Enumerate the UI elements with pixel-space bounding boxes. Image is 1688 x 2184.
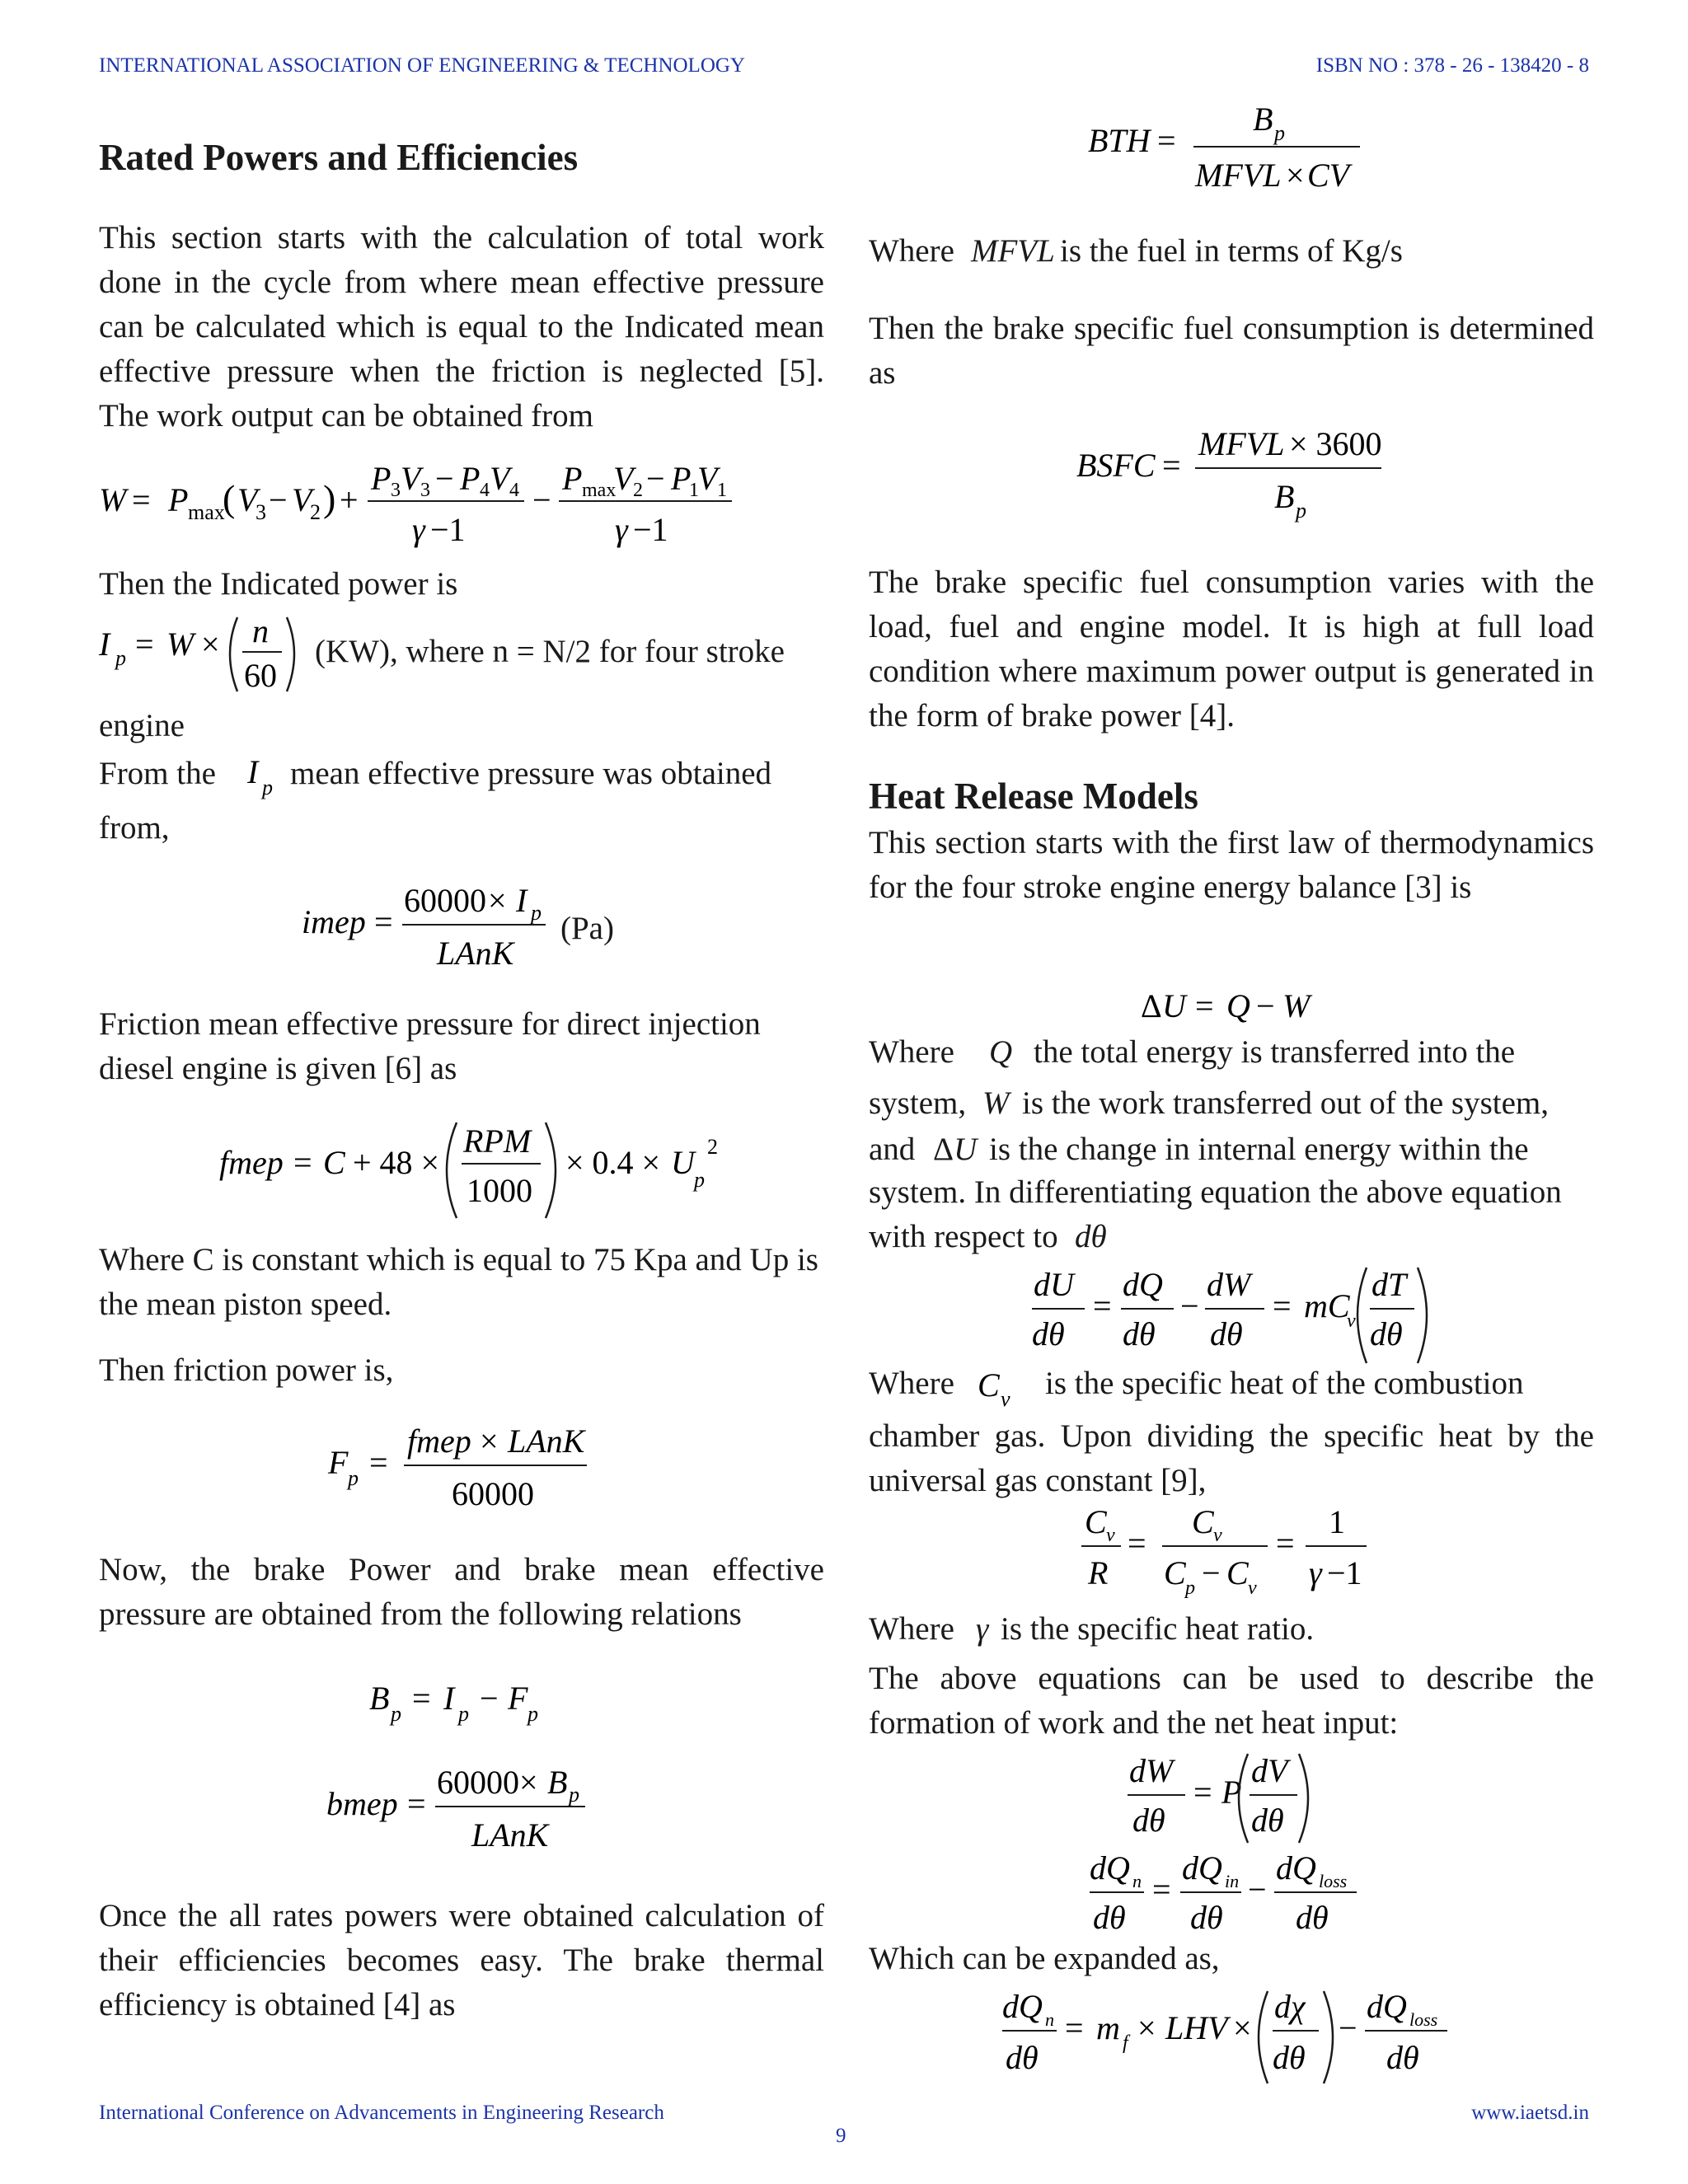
svg-text:max: max xyxy=(582,480,617,501)
svg-text:dθ: dθ xyxy=(1032,1315,1065,1352)
text-fragment: engine xyxy=(99,708,185,743)
svg-text:=: = xyxy=(1193,1774,1212,1811)
svg-text:F: F xyxy=(328,1444,349,1481)
svg-text:fmep: fmep xyxy=(219,1144,284,1181)
svg-text:=: = xyxy=(293,1144,312,1181)
svg-text:2: 2 xyxy=(633,480,643,501)
svg-text:3: 3 xyxy=(420,480,430,501)
svg-text:BSFC: BSFC xyxy=(1076,447,1156,484)
svg-text:1: 1 xyxy=(717,480,727,501)
svg-text:dχ: dχ xyxy=(1274,1988,1306,2025)
svg-text:dθ: dθ xyxy=(1006,2039,1039,2076)
svg-text:=: = xyxy=(1195,987,1214,1024)
svg-text:dQ: dQ xyxy=(1090,1849,1130,1886)
svg-text:−: − xyxy=(480,1680,499,1717)
svg-text:dθ: dθ xyxy=(1296,1899,1329,1936)
svg-text:2: 2 xyxy=(310,500,321,524)
svg-text:W: W xyxy=(166,626,195,663)
delta-u-symbol: ΔU xyxy=(933,1132,978,1167)
svg-text:dθ: dθ xyxy=(1386,2039,1419,2076)
svg-text:dθ: dθ xyxy=(1123,1315,1156,1352)
text-fragment: system. In differentiating equation the above equation xyxy=(869,1174,1562,1210)
gamma-symbol: γ xyxy=(976,1611,989,1647)
svg-text:×: × xyxy=(1286,157,1305,194)
text-fragment: from, xyxy=(99,810,170,846)
svg-text:dV: dV xyxy=(1251,1752,1288,1789)
paragraph: Then the brake specific fuel consumption is determined as xyxy=(869,311,1594,391)
footer-conference: International Conference on Advancements in Engineering Research xyxy=(99,2102,664,2124)
paragraph: Now, the brake Power and brake mean effective pressure are obtained from the following relations xyxy=(99,1552,824,1632)
section-heading-heat-release: Heat Release Models xyxy=(869,776,1198,817)
svg-text:p: p xyxy=(569,1783,579,1807)
text-fragment: with respect to xyxy=(869,1219,1058,1254)
svg-text:B: B xyxy=(369,1680,390,1717)
svg-text:3: 3 xyxy=(391,480,401,501)
svg-text:dQ: dQ xyxy=(1123,1266,1163,1303)
svg-text:p: p xyxy=(391,1702,401,1726)
equation-fmep xyxy=(219,1113,730,1234)
equation-net-heat xyxy=(1090,1846,1370,1943)
svg-text:p: p xyxy=(1296,499,1306,523)
svg-text:C: C xyxy=(978,1366,1000,1404)
svg-text:RPM: RPM xyxy=(463,1122,532,1160)
svg-text:n: n xyxy=(1132,1871,1142,1891)
svg-text:C: C xyxy=(1192,1503,1214,1540)
svg-text:I: I xyxy=(247,753,259,790)
svg-text:LAnK: LAnK xyxy=(508,1422,585,1460)
svg-text:γ: γ xyxy=(615,511,628,548)
svg-text:P: P xyxy=(1221,1774,1242,1811)
svg-text:× 3600: × 3600 xyxy=(1289,425,1382,462)
paragraph: Friction mean effective pressure for direct injection diesel engine is given [6] as xyxy=(99,1006,761,1086)
text-fragment: Where xyxy=(869,1611,954,1647)
svg-text:V: V xyxy=(613,460,634,497)
paragraph: Once the all rates powers were obtained calculation of their efficiencies becomes easy. The brake thermal efficiency is obtained [4] as xyxy=(99,1898,824,2022)
svg-text:P: P xyxy=(671,460,692,497)
q-symbol: Q xyxy=(989,1034,1013,1070)
svg-text:dθ: dθ xyxy=(1093,1899,1126,1936)
svg-text:=: = xyxy=(369,1444,388,1481)
svg-text:V: V xyxy=(237,481,258,518)
svg-text:P: P xyxy=(168,481,189,518)
svg-text:× 0.4 ×: × 0.4 × xyxy=(565,1144,661,1181)
svg-text:MFVL: MFVL xyxy=(1195,157,1282,194)
svg-text:dθ: dθ xyxy=(1370,1315,1403,1352)
paragraph: This section starts with the calculation of total work done in the cycle from where mean effective pressure can be calculated which is equal to the Indicated mean effective pressure when the friction is neglected [5]. The work output can be obtained from xyxy=(99,220,824,434)
text-fragment: Where xyxy=(869,233,954,269)
paragraph: Which can be expanded as, xyxy=(869,1941,1220,1976)
svg-text:in: in xyxy=(1225,1871,1240,1891)
svg-text:=: = xyxy=(412,1680,431,1717)
text-fragment: is the specific heat ratio. xyxy=(1001,1611,1315,1647)
mfvl-symbol: MFVL xyxy=(971,233,1055,269)
svg-text:W: W xyxy=(1282,987,1311,1024)
svg-text:Δ: Δ xyxy=(1141,987,1162,1024)
svg-text:+ 48 ×: + 48 × xyxy=(353,1144,440,1181)
svg-text:U: U xyxy=(1162,987,1186,1024)
svg-text:LHV: LHV xyxy=(1165,2009,1228,2046)
paragraph: chamber gas. Upon dividing the specific heat by the universal gas constant [9], xyxy=(869,1418,1594,1498)
svg-text:p: p xyxy=(531,901,542,925)
svg-text:U: U xyxy=(671,1144,695,1181)
equation-bsfc xyxy=(1076,422,1390,527)
svg-text:dθ: dθ xyxy=(1132,1802,1165,1839)
text-fragment: (KW), where n = N/2 for four stroke xyxy=(315,634,785,669)
svg-text:dT: dT xyxy=(1372,1266,1407,1303)
svg-text:−1: −1 xyxy=(1327,1554,1362,1591)
paragraph: Where C is constant which is equal to 75 Kpa and Up is the mean piston speed. xyxy=(99,1242,818,1322)
svg-text:I: I xyxy=(99,626,110,663)
svg-text:max: max xyxy=(188,500,225,524)
svg-text:dQ: dQ xyxy=(1182,1849,1222,1886)
header-left: INTERNATIONAL ASSOCIATION OF ENGINEERING & TECHNOLOGY xyxy=(99,54,745,77)
svg-text:fmep: fmep xyxy=(407,1422,471,1460)
svg-text:C: C xyxy=(1085,1503,1107,1540)
svg-text:p: p xyxy=(694,1168,705,1192)
svg-text:1: 1 xyxy=(689,480,699,501)
svg-text:v: v xyxy=(1106,1525,1115,1546)
svg-text:p: p xyxy=(1185,1577,1195,1599)
svg-text:bmep: bmep xyxy=(326,1785,398,1822)
equation-cv-over-r xyxy=(1081,1500,1378,1605)
text-fragment: the total energy is transferred into the xyxy=(1034,1034,1516,1070)
svg-text:×: × xyxy=(480,1422,499,1460)
svg-text:P: P xyxy=(371,460,392,497)
text-fragment: From the xyxy=(99,756,216,791)
svg-text:CV: CV xyxy=(1307,157,1350,194)
svg-text:1: 1 xyxy=(1329,1503,1345,1540)
svg-text:p: p xyxy=(262,776,273,799)
equation-energy-balance xyxy=(1141,982,1339,1038)
svg-text:B: B xyxy=(1274,478,1295,515)
svg-text:×: × xyxy=(1233,2009,1252,2046)
svg-text:mC: mC xyxy=(1304,1287,1350,1324)
svg-text:BTH: BTH xyxy=(1088,122,1151,159)
svg-text:=: = xyxy=(1152,1871,1171,1908)
equation-dw-dtheta xyxy=(1128,1749,1325,1854)
svg-text:(: ( xyxy=(223,477,236,519)
text-fragment: Where xyxy=(869,1366,954,1401)
svg-text:−: − xyxy=(435,460,454,497)
svg-text:I: I xyxy=(516,882,528,919)
svg-text:1000: 1000 xyxy=(467,1172,532,1209)
equation-bmep xyxy=(326,1760,607,1865)
ip-symbol xyxy=(246,752,287,807)
svg-text:60: 60 xyxy=(244,657,277,694)
svg-text:−1: −1 xyxy=(633,511,668,548)
svg-text:p: p xyxy=(1274,121,1285,145)
equation-bth xyxy=(1088,99,1368,204)
svg-text:LAnK: LAnK xyxy=(471,1816,549,1854)
page-number: 9 xyxy=(836,2125,846,2147)
svg-text:−1: −1 xyxy=(430,511,466,548)
svg-text:−: − xyxy=(1202,1554,1221,1591)
svg-text:p: p xyxy=(458,1702,469,1726)
svg-text:p: p xyxy=(528,1702,538,1726)
cv-symbol xyxy=(978,1366,1019,1422)
paragraph: Then the Indicated power is xyxy=(99,566,458,602)
paragraph: The brake specific fuel consumption varies with the load, fuel and engine model. It is high at full load condition where maximum power output is generated in the form of brake power [4]. xyxy=(869,565,1594,733)
svg-text:γ: γ xyxy=(1309,1554,1322,1591)
svg-text:v: v xyxy=(1213,1525,1222,1546)
svg-text:C: C xyxy=(1164,1554,1186,1591)
text-fragment: is the change in internal energy within the xyxy=(989,1132,1529,1167)
svg-text:): ) xyxy=(323,477,336,519)
svg-text:V: V xyxy=(697,460,718,497)
svg-text:n: n xyxy=(252,612,269,649)
svg-text:C: C xyxy=(323,1144,345,1181)
svg-text:dθ: dθ xyxy=(1210,1315,1243,1352)
svg-text:dQ: dQ xyxy=(1367,1988,1407,2025)
svg-text:v: v xyxy=(1248,1577,1257,1599)
svg-text:MFVL: MFVL xyxy=(1198,425,1285,462)
text-fragment: is the work transferred out of the system, xyxy=(1022,1085,1550,1121)
equation-brake-power xyxy=(369,1673,584,1736)
svg-text:B: B xyxy=(1253,101,1273,138)
text-fragment: (Pa) xyxy=(560,911,614,946)
svg-text:=: = xyxy=(407,1785,426,1822)
svg-text:V: V xyxy=(401,460,421,497)
paragraph: Then friction power is, xyxy=(99,1352,394,1388)
svg-text:γ: γ xyxy=(412,511,425,548)
svg-text:−: − xyxy=(532,481,551,518)
svg-text:4: 4 xyxy=(480,480,490,501)
svg-text:dθ: dθ xyxy=(1190,1899,1223,1936)
svg-text:P: P xyxy=(562,460,583,497)
svg-text:P: P xyxy=(460,460,481,497)
svg-text:60000: 60000 xyxy=(452,1475,534,1512)
svg-text:n: n xyxy=(1045,2009,1054,2030)
text-fragment: system, xyxy=(869,1085,967,1121)
text-fragment: is the fuel in terms of Kg/s xyxy=(1060,233,1403,269)
svg-text:3: 3 xyxy=(256,500,266,524)
svg-text:+: + xyxy=(340,481,359,518)
svg-text:dW: dW xyxy=(1129,1752,1174,1789)
svg-text:m: m xyxy=(1096,2009,1120,2046)
header-right: ISBN NO : 378 - 26 - 138420 - 8 xyxy=(1315,54,1589,77)
svg-text:dθ: dθ xyxy=(1273,2039,1306,2076)
equation-imep xyxy=(302,880,549,985)
svg-text:60000: 60000 xyxy=(437,1764,519,1801)
svg-text:=: = xyxy=(1065,2009,1084,2046)
svg-text:=: = xyxy=(135,626,154,663)
svg-text:p: p xyxy=(348,1466,359,1490)
svg-text:R: R xyxy=(1088,1554,1109,1591)
svg-text:v: v xyxy=(1347,1310,1356,1332)
equation-friction-power xyxy=(328,1419,592,1524)
svg-text:=: = xyxy=(1273,1287,1292,1324)
svg-text:=: = xyxy=(1128,1525,1146,1562)
equation-indicated-power xyxy=(99,606,313,710)
dtheta-symbol: dθ xyxy=(1075,1219,1107,1254)
section-heading-rated-powers: Rated Powers and Efficiencies xyxy=(99,137,579,178)
text-fragment: is the specific heat of the combustion xyxy=(1045,1366,1524,1401)
svg-text:Q: Q xyxy=(1226,987,1250,1024)
svg-text:×: × xyxy=(488,882,507,919)
svg-text:V: V xyxy=(292,481,312,518)
svg-text:dθ: dθ xyxy=(1251,1802,1284,1839)
svg-text:=: = xyxy=(1162,447,1181,484)
svg-text:B: B xyxy=(547,1764,568,1801)
svg-text:dQ: dQ xyxy=(1002,1988,1043,2025)
paragraph: The above equations can be used to describe the formation of work and the net heat input: xyxy=(869,1661,1594,1741)
svg-text:W: W xyxy=(99,481,127,518)
svg-text:F: F xyxy=(508,1680,528,1717)
text-fragment: Where xyxy=(869,1034,954,1070)
svg-text:=: = xyxy=(1093,1287,1112,1324)
svg-text:LAnK: LAnK xyxy=(437,935,514,972)
svg-text:−: − xyxy=(646,460,665,497)
text-fragment: and xyxy=(869,1132,916,1167)
paragraph: This section starts with the first law of thermodynamics for the four stroke engine energy balance [3] is xyxy=(869,825,1594,905)
svg-text:p: p xyxy=(115,646,126,670)
svg-text:=: = xyxy=(1157,122,1176,159)
equation-du-dtheta xyxy=(1032,1258,1428,1371)
svg-text:I: I xyxy=(443,1680,455,1717)
svg-text:dW: dW xyxy=(1207,1266,1251,1303)
svg-text:×: × xyxy=(201,626,220,663)
svg-text:4: 4 xyxy=(509,480,519,501)
svg-text:×: × xyxy=(519,1764,538,1801)
svg-text:v: v xyxy=(1001,1387,1010,1411)
svg-text:C: C xyxy=(1226,1554,1249,1591)
svg-text:−: − xyxy=(1248,1871,1267,1908)
text-fragment: mean effective pressure was obtained xyxy=(290,756,772,791)
svg-text:f: f xyxy=(1123,2032,1128,2054)
equation-work-output xyxy=(99,462,742,558)
svg-text:−: − xyxy=(269,481,288,518)
svg-text:60000: 60000 xyxy=(404,882,486,919)
svg-text:−: − xyxy=(1339,2009,1357,2046)
svg-text:dQ: dQ xyxy=(1276,1849,1316,1886)
svg-text:V: V xyxy=(490,460,510,497)
svg-text:imep: imep xyxy=(302,903,366,940)
svg-text:loss: loss xyxy=(1409,2009,1438,2030)
svg-text:=: = xyxy=(1276,1525,1295,1562)
svg-text:−: − xyxy=(1180,1287,1199,1324)
svg-text:dU: dU xyxy=(1034,1266,1074,1303)
svg-text:=: = xyxy=(374,903,393,940)
svg-text:2: 2 xyxy=(707,1135,718,1159)
equation-expanded-heat xyxy=(1002,1981,1464,2094)
svg-text:=: = xyxy=(132,481,151,518)
svg-text:−: − xyxy=(1256,987,1275,1024)
footer-website[interactable]: www.iaetsd.in xyxy=(1471,2102,1589,2124)
svg-text:×: × xyxy=(1137,2009,1156,2046)
svg-text:loss: loss xyxy=(1319,1871,1348,1891)
w-symbol: W xyxy=(982,1085,1010,1121)
